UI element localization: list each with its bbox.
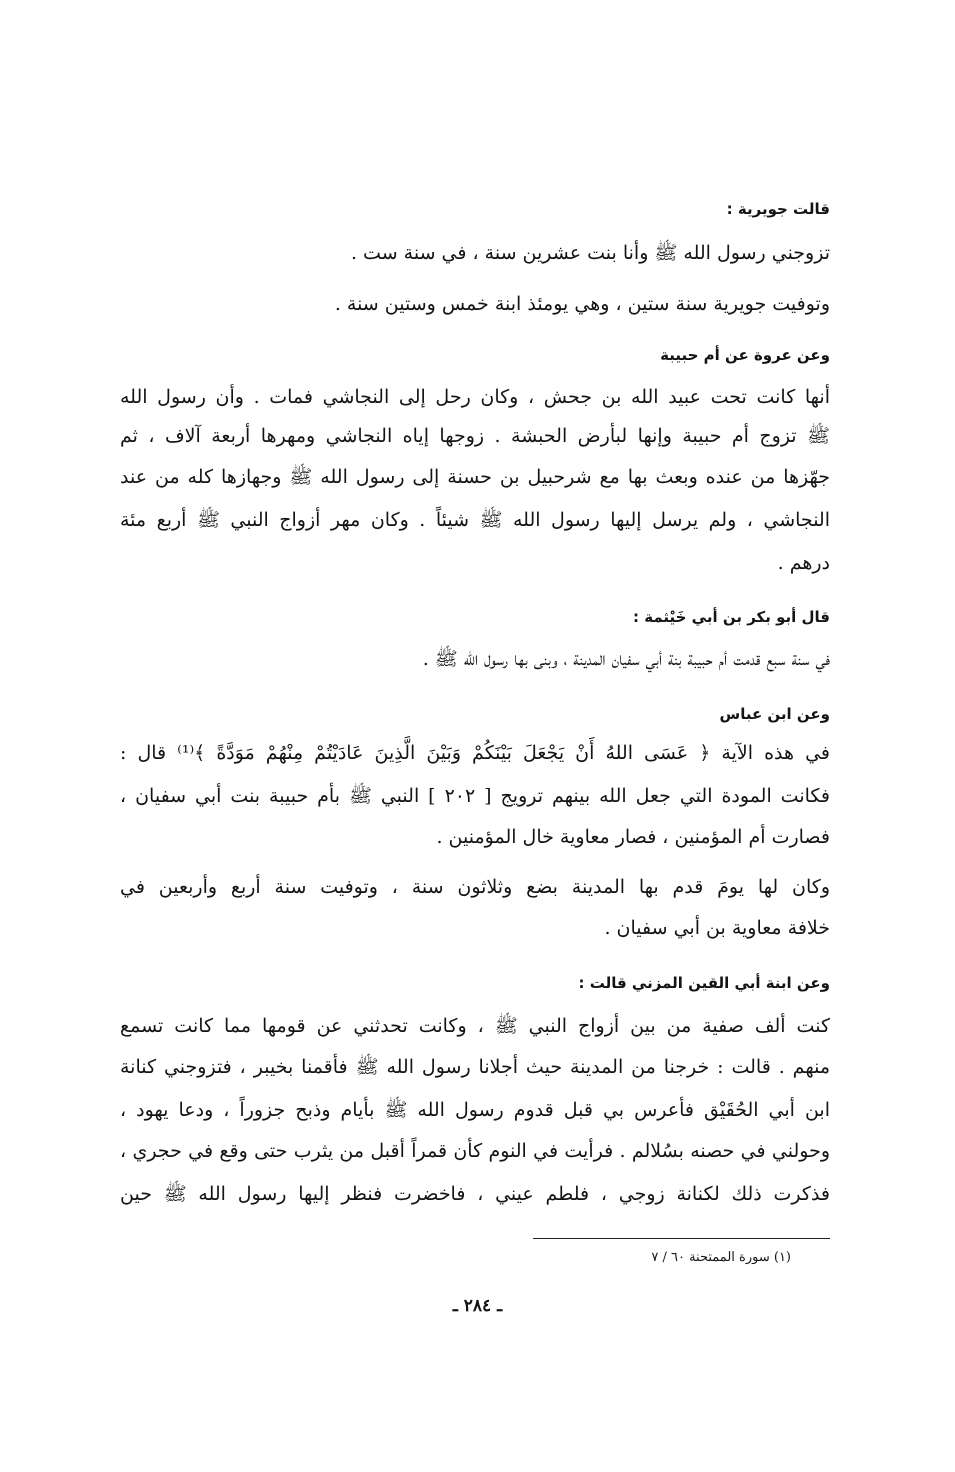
text-line: فذكرت ذلك لكنانة زوجي ، فلطم عيني ، فاخضرت فنظر إليها رسول الله ﷺ حين [120, 1183, 830, 1205]
text-line: فكانت المودة التي جعل الله بينهم ترويج [ ٢٠٢ ] النبي ﷺ بأم حبيبة بنت أبي سفيان ، [120, 785, 830, 807]
text-line: تزوجني رسول الله ﷺ وأنا بنت عشرين سنة ، في سنة ست . [350, 242, 830, 264]
text-line: وكان لها يومَ قدم بها المدينة بضع وثلاثون سنة ، وتوفيت سنة أربع وأربعين في [120, 876, 830, 898]
footnote-divider [533, 1238, 830, 1239]
section-heading: وعن ابن عباس [719, 705, 830, 723]
text-line: خلافة معاوية بن أبي سفيان . [604, 917, 830, 939]
section-heading: قالت جويرية : [726, 200, 830, 218]
text-line: أنها كانت تحت عبيد الله بن جحش ، وكان رحل إلى النجاشي فمات . وأن رسول الله [120, 386, 830, 408]
text-line: في هذه الآية ﴿ عَسَى اللهُ أَنْ يَجْعَلَ بَيْنَكُمْ وَبَيْنَ الَّذِينَ عَادَيْتُمْ مِنْهُمْ مَوَدَّةً ﴾⁽¹⁾ قال : [120, 742, 830, 764]
section-heading: وعن ابنة أبي القين المزني قالت : [578, 974, 830, 992]
text-line: درهم . [777, 552, 830, 574]
footnote: (١) سورة الممتحنة ٦٠ / ٧ [651, 1250, 791, 1265]
text-line: وتوفيت جويرية سنة ستين ، وهي يومئذ ابنة خمس وستين سنة . [334, 293, 830, 315]
text-line: ابن أبي الحُقَيْق فأعرس بي قبل قدوم رسول الله ﷺ بأيام وذبح جزوراً ، ودعا يهود ، [120, 1099, 830, 1121]
text-line: في سنة سبع قدمت أم حبيبة بنة أبي سفيان المدينة ، وبنى بها رسول الله ﷺ . [422, 648, 830, 670]
text-line: جهّزها من عنده وبعث بها مع شرحبيل بن حسنة إلى رسول الله ﷺ وجهازها كله من عند [120, 466, 830, 488]
text-line: النجاشي ، ولم يرسل إليها رسول الله ﷺ شيئاً . وكان مهر أزواج النبي ﷺ أربع مئة [120, 509, 830, 531]
text-line: فصارت أم المؤمنين ، فصار معاوية خال المؤمنين . [436, 826, 830, 848]
page-number: ـ ٢٨٤ ـ [452, 1296, 503, 1316]
section-heading: وعن عروة عن أم حبيبة [660, 346, 830, 364]
text-line: وحولني في حصنه بسُلالم . فرأيت في النوم كأن قمراً أقبل من يثرب حتى وقع في حجري ، [120, 1140, 830, 1162]
text-line: كنت ألف صفية من بين أزواج النبي ﷺ ، وكانت تحدثني عن قومها مما كانت تسمع [120, 1015, 830, 1037]
text-line: منهم . قالت : خرجنا من المدينة حيث أجلانا رسول الله ﷺ فأقمنا بخيبر ، فتزوجني كنانة [120, 1056, 830, 1078]
text-line: ﷺ تزوج أم حبيبة وإنها لبأرض الحبشة . زوجها إياه النجاشي ومهرها أربعة آلاف ، ثم [120, 425, 830, 447]
section-heading: قال أبو بكر بن أبي خَيْثمة : [633, 608, 830, 626]
